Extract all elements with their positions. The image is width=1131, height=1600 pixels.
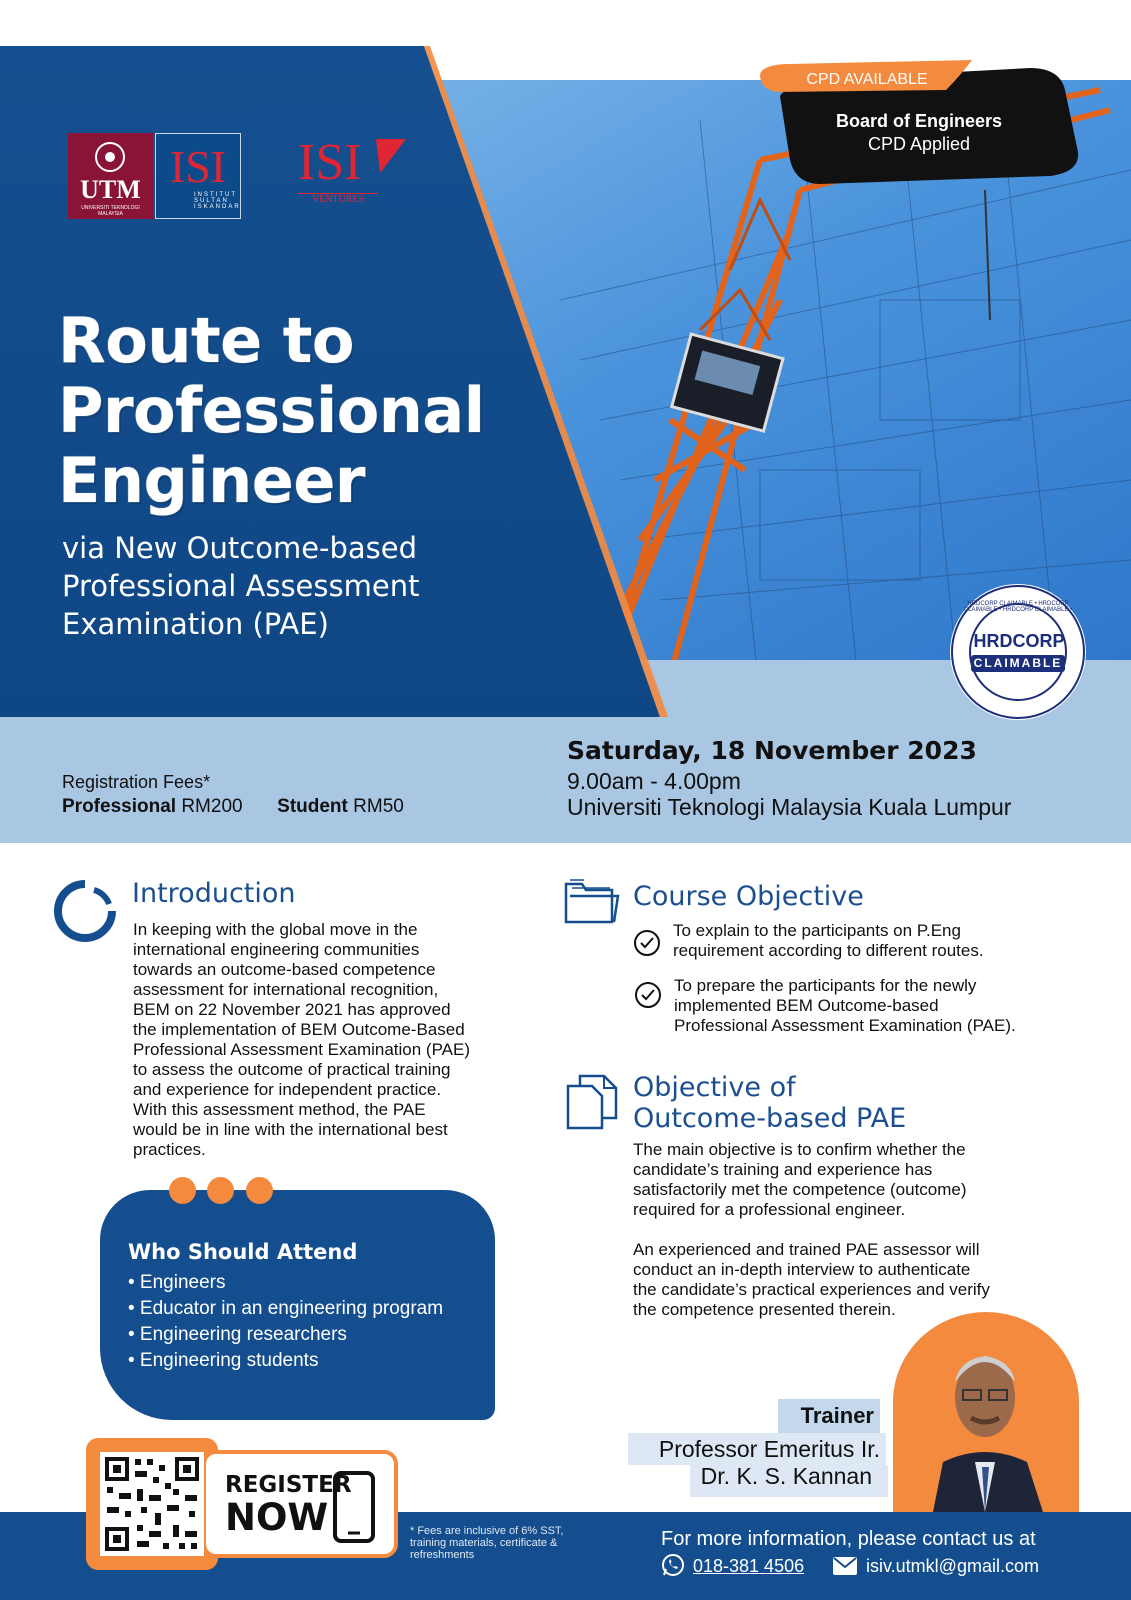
pae-line: candidate’s training and experience has — [633, 1160, 933, 1179]
trainer-name-line-1: Professor Emeritus Ir. — [658, 1436, 880, 1462]
event-time: 9.00am - 4.00pm — [567, 768, 741, 794]
whatsapp-icon — [661, 1553, 685, 1577]
student-label: Student — [277, 796, 348, 817]
introduction-text — [133, 920, 503, 1160]
pae-line: An experienced and trained PAE assessor will — [633, 1240, 980, 1259]
folder-icon — [564, 878, 620, 924]
intro-line: BEM on 22 November 2021 has approved — [133, 1000, 451, 1019]
who-should-attend-list — [128, 1270, 443, 1374]
qr-code-icon[interactable] — [103, 1455, 201, 1553]
objective-line: implemented BEM Outcome-based — [674, 996, 939, 1015]
registration-fees — [62, 796, 404, 818]
intro-line: and experience for independent practice. — [133, 1080, 442, 1099]
pae-heading-line-1: Objective of — [633, 1072, 796, 1103]
isi-ventures-logo-text: ISI — [298, 134, 362, 191]
page-title — [58, 306, 485, 516]
pae-line: the competence presented therein. — [633, 1300, 896, 1319]
title-line-2: Professional — [58, 374, 485, 447]
trainer-name-line-2: Dr. K. S. Kannan — [700, 1463, 872, 1489]
intro-line: In keeping with the global move in the — [133, 920, 418, 939]
objective-line: requirement according to different routes. — [673, 941, 984, 960]
who-should-attend-heading: Who Should Attend — [128, 1240, 358, 1264]
pae-line: conduct an in-depth interview to authenticate — [633, 1260, 971, 1279]
intro-line: to assess the outcome of practical training — [133, 1060, 451, 1079]
objective-line: Professional Assessment Examination (PAE). — [674, 1016, 1016, 1035]
trainer-label-box — [778, 1399, 880, 1433]
check-circle-icon — [634, 981, 662, 1009]
isi-logo-subtext: INSTITUT SULTAN ISKANDAR — [194, 192, 241, 210]
now-label: NOW — [225, 1496, 329, 1539]
page-subtitle — [62, 529, 419, 643]
isi-ventures-logo-subtext: VENTURES — [298, 193, 378, 205]
course-objective-heading: Course Objective — [633, 881, 864, 912]
intro-line: international engineering communities — [133, 940, 420, 959]
documents-icon — [566, 1074, 618, 1130]
intro-line: towards an outcome-based competence — [133, 960, 436, 979]
hrdcorp-claimable-badge — [949, 583, 1087, 721]
course-objective-item-1 — [673, 921, 1073, 961]
refresh-circle-icon — [54, 880, 116, 942]
introduction-heading: Introduction — [132, 878, 296, 909]
title-line-3: Engineer — [58, 444, 365, 517]
professional-fee: RM200 — [181, 796, 243, 817]
red-flag-icon — [376, 139, 406, 173]
subtitle-line-3: Examination (PAE) — [62, 607, 329, 641]
contact-heading: For more information, please contact us at — [661, 1528, 1036, 1550]
intro-line: Professional Assessment Examination (PAE) — [133, 1040, 470, 1059]
utm-logo-subtext: UNIVERSITI TEKNOLOGI MALAYSIA — [81, 205, 140, 217]
isi-ventures-logo — [298, 133, 410, 209]
decorative-dot — [246, 1177, 273, 1204]
pae-line: satisfactorily met the competence (outcome) — [633, 1180, 967, 1199]
utm-logo — [68, 133, 153, 219]
professional-label: Professional — [62, 796, 177, 817]
cpd-tag: CPD AVAILABLE — [806, 71, 928, 88]
intro-line: assessment for international recognition, — [133, 980, 439, 999]
registration-fees-label: Registration Fees* — [62, 772, 211, 792]
title-line-1: Route to — [58, 304, 354, 377]
email-link[interactable]: isiv.utmkl@gmail.com — [866, 1556, 1039, 1576]
mail-icon — [832, 1556, 858, 1576]
hrdcorp-label: CLAIMABLE — [973, 656, 1063, 670]
list-item: • Engineering students — [128, 1350, 319, 1371]
isi-logo-text: ISI — [169, 141, 227, 192]
event-date: Saturday, 18 November 2023 — [567, 736, 977, 765]
pae-line: the candidate’s practical experiences and verify — [633, 1280, 990, 1299]
pae-line: required for a professional engineer. — [633, 1200, 906, 1219]
student-fee: RM50 — [353, 796, 404, 817]
hrdcorp-logo-text: HRDCORP — [973, 631, 1065, 651]
fees-footnote: * Fees are inclusive of 6% SST, training materials, certificate & refreshments — [410, 1525, 564, 1561]
list-item: • Engineering researchers — [128, 1324, 347, 1345]
list-item: • Educator in an engineering program — [128, 1298, 444, 1319]
pae-objective-heading — [633, 1072, 906, 1134]
phone-link[interactable]: 018-381 4506 — [693, 1556, 805, 1576]
list-item: • Engineers — [128, 1272, 226, 1293]
course-objective-item-2 — [674, 976, 1094, 1036]
register-label: REGISTER — [225, 1472, 352, 1498]
check-circle-icon — [633, 929, 661, 957]
trainer-photo — [893, 1312, 1079, 1512]
pae-objective-paragraph-2 — [633, 1240, 1073, 1320]
board-name: Board of Engineers — [835, 111, 1003, 131]
trainer-label: Trainer — [800, 1403, 874, 1428]
intro-line: With this assessment method, the PAE — [133, 1100, 426, 1119]
cpd-status: CPD Applied — [867, 134, 971, 154]
pae-objective-paragraph-1 — [633, 1140, 1073, 1220]
hrdcorp-ring-text: HRDCORP CLAIMABLE • HRDCORP CLAIMABLE • HRDCORP CLAIMABLE • — [963, 601, 1073, 613]
intro-line: the implementation of BEM Outcome-Based — [133, 1020, 465, 1039]
pae-heading-line-2: Outcome-based PAE — [633, 1103, 907, 1134]
decorative-dot — [169, 1177, 196, 1204]
decorative-dot — [207, 1177, 234, 1204]
utm-logo-text: UTM — [80, 175, 141, 204]
subtitle-line-2: Professional Assessment — [62, 569, 420, 603]
intro-line: practices. — [133, 1140, 206, 1159]
isi-logo — [155, 133, 241, 219]
subtitle-line-1: via New Outcome-based — [62, 531, 418, 565]
objective-line: To explain to the participants on P.Eng — [673, 921, 961, 940]
objective-line: To prepare the participants for the newly — [674, 976, 977, 995]
smartphone-icon — [332, 1470, 376, 1544]
intro-line: would be in line with the international best — [133, 1120, 448, 1139]
event-venue: Universiti Teknologi Malaysia Kuala Lumpur — [567, 794, 1012, 820]
pae-line: The main objective is to confirm whether the — [633, 1140, 966, 1159]
